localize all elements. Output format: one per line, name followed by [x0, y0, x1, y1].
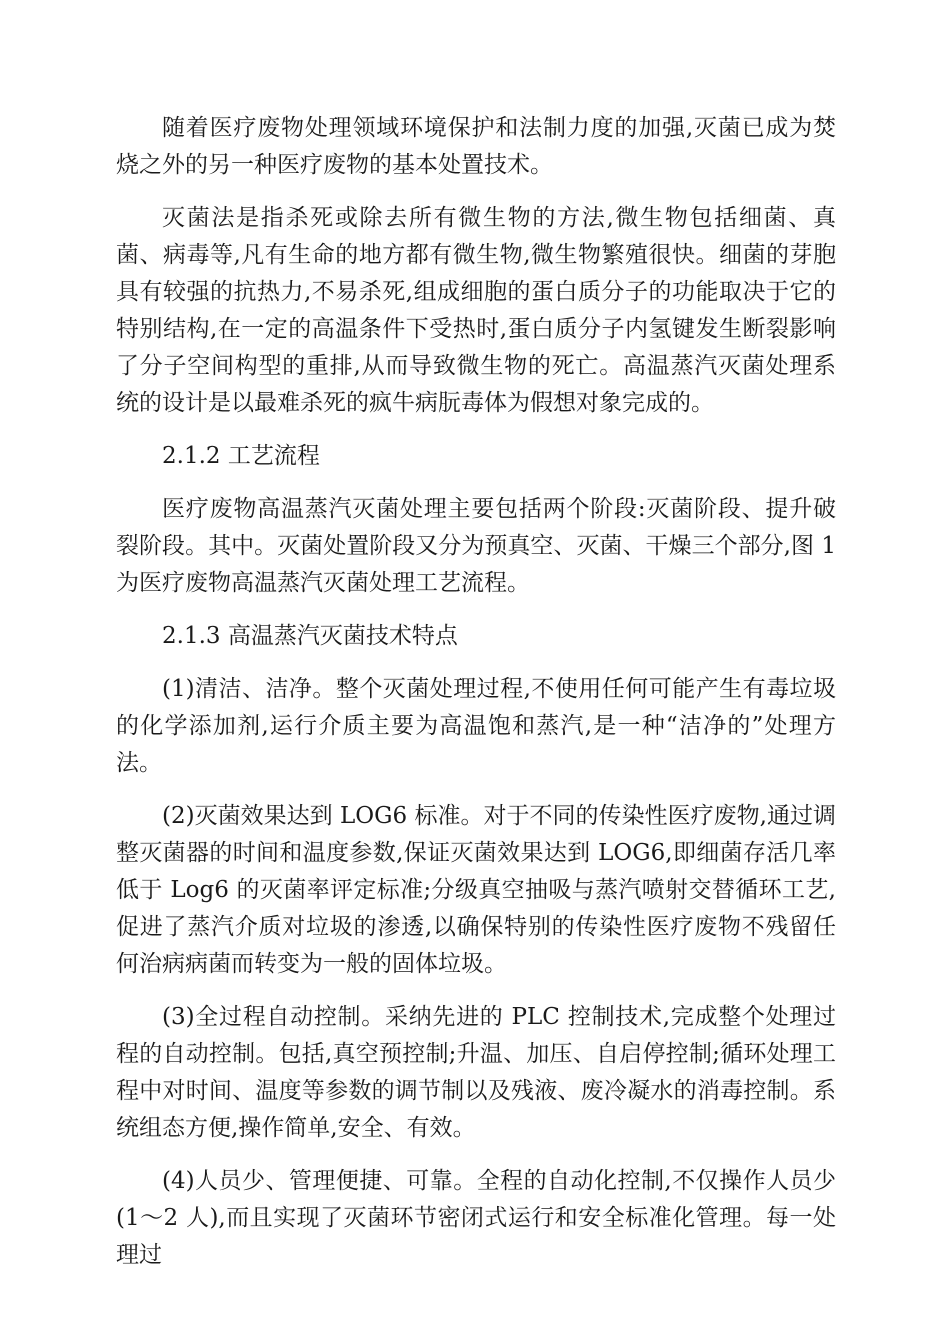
- section-heading-process-flow: 2.1.2 工艺流程: [162, 443, 320, 469]
- paragraph-feature-2: (2)灭菌效果达到 LOG6 标准。对于不同的传染性医疗废物,通过调整灭菌器的时间和温度参数,保证灭菌效果达到 LOG6,即细菌存活几率低于 Log6 的灭菌率评定标准;分级真空抽吸与蒸汽喷射交替循环工艺,促进了蒸汽介质对垃圾的渗透,以确保特别的传染性医疗废物不残留任何治病病菌而转变为一般的固体垃圾。: [116, 803, 836, 977]
- paragraph-intro: 随着医疗废物处理领域环境保护和法制力度的加强,灭菌已成为焚烧之外的另一种医疗废物的基本处置技术。: [116, 115, 836, 178]
- document-body: [116, 110, 844, 1290]
- paragraph-feature-1: (1)清洁、洁净。整个灭菌处理过程,不使用任何可能产生有毒垃圾的化学添加剂,运行介质主要为高温饱和蒸汽,是一种“洁净的”处理方法。: [116, 676, 836, 776]
- paragraph-sterilization-definition: 灭菌法是指杀死或除去所有微生物的方法,微生物包括细菌、真菌、病毒等,凡有生命的地方都有微生物,微生物繁殖很快。细菌的芽胞具有较强的抗热力,不易杀死,组成细胞的蛋白质分子的功能取决于它的特别结构,在一定的高温条件下受热时,蛋白质分子内氢键发生断裂影响了分子空间构型的重排,从而导致微生物的死亡。高温蒸汽灭菌处理系统的设计是以最难杀死的疯牛病朊毒体为假想对象完成的。: [116, 205, 836, 416]
- paragraph-process-flow: 医疗废物高温蒸汽灭菌处理主要包括两个阶段:灭菌阶段、提升破裂阶段。其中。灭菌处置阶段又分为预真空、灭菌、干燥三个部分,图 1 为医疗废物高温蒸汽灭菌处理工艺流程。: [116, 496, 844, 596]
- paragraph-feature-4: (4)人员少、管理便捷、可靠。全程的自动化控制,不仅操作人员少(1～2 人),而且实现了灭菌环节密闭式运行和安全标准化管理。每一处理过: [116, 1168, 836, 1268]
- paragraph-feature-3: (3)全过程自动控制。采纳先进的 PLC 控制技术,完成整个处理过程的自动控制。包括,真空预控制;升温、加压、自启停控制;循环处理工程中对时间、温度等参数的调节制以及残液、废冷凝水的消毒控制。系统组态方便,操作简单,安全、有效。: [116, 1004, 836, 1141]
- section-heading-technical-features: 2.1.3 高温蒸汽灭菌技术特点: [162, 623, 458, 649]
